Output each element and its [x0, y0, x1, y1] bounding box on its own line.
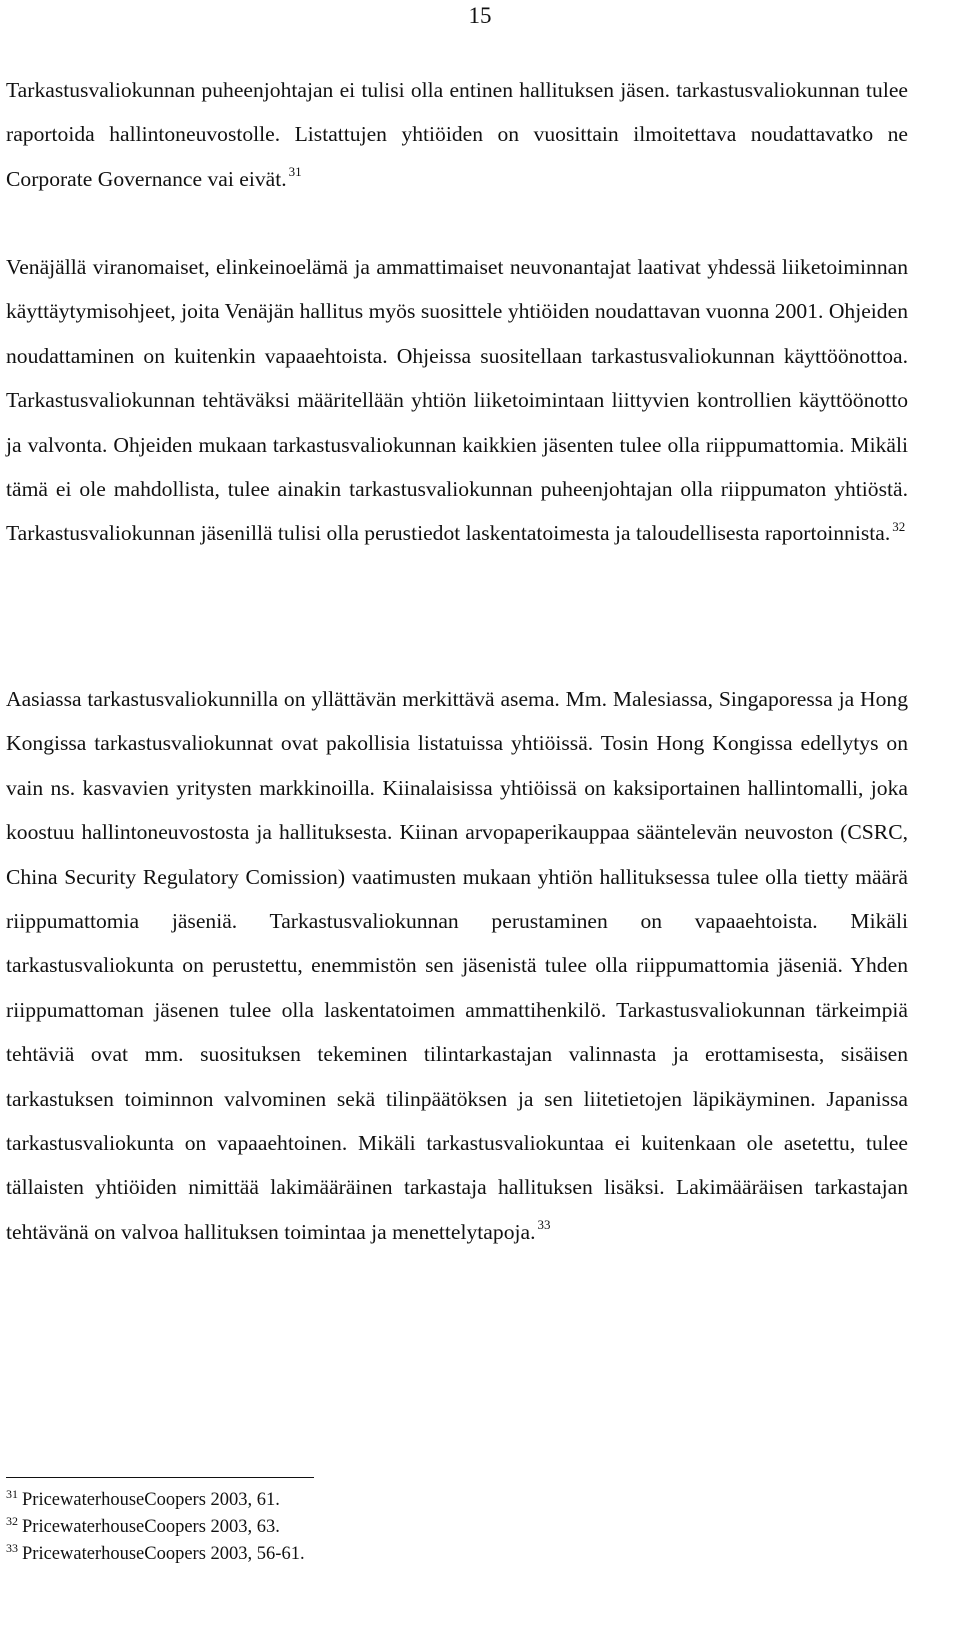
- footnote-text: PricewaterhouseCoopers 2003, 61.: [22, 1490, 280, 1510]
- footnote-separator: [6, 1477, 314, 1478]
- footnote-number: 31: [6, 1486, 18, 1501]
- footnote-text: PricewaterhouseCoopers 2003, 56-61.: [22, 1544, 305, 1564]
- paragraph-asia: [6, 677, 908, 1254]
- footnote: [6, 1514, 706, 1541]
- paragraph-text: Venäjällä viranomaiset, elinkeinoelämä ja ammattimaiset neuvonantajat laativat yhdessä liiketoiminnan käyttäytymisohjeet, joita Venäjän hallitus myös suosittele yhtiöiden noudattavan vuonna 2001. Ohjeiden noudattaminen on kuitenkin vapaaehtoista. Ohjeissa suositellaan tarkastusvaliokunnan käyttöönottoa. Tarkastusvaliokunnan tehtäväksi määritellään yhtiön liiketoimintaan liittyvien kontrollien käyttöönotto ja valvonta. Ohjeiden mukaan tarkastusvaliokunnan kaikkien jäsenten tulee olla riippumattomia. Mikäli tämä ei ole mahdollista, tulee ainakin tarkastusvaliokunnan puheenjohtajan olla riippumaton yhtiöstä. Tarkastusvaliokunnan jäsenillä tulisi olla perustiedot laskentatoimesta ja taloudellisesta raportoinnista.: [6, 255, 908, 546]
- paragraph-text: Tarkastusvaliokunnan puheenjohtajan ei tulisi olla entinen hallituksen jäsen. tarkastusvaliokunnan tulee raportoida hallintoneuvostolle. Listattujen yhtiöiden on vuosittain ilmoitettava noudattavatko ne Corporate Governance vai eivät.: [6, 78, 908, 191]
- footnote: [6, 1541, 706, 1568]
- paragraph-audit-committee-chair: [6, 68, 908, 201]
- footnote: [6, 1487, 706, 1514]
- footnote-reference: 32: [892, 518, 906, 534]
- footnote-text: PricewaterhouseCoopers 2003, 63.: [22, 1517, 280, 1537]
- footnote-reference: 33: [537, 1217, 551, 1233]
- paragraph-russia: [6, 245, 908, 556]
- page-number: 15: [468, 3, 492, 28]
- paragraph-text: Aasiassa tarkastusvaliokunnilla on yllättävän merkittävä asema. Mm. Malesiassa, Singaporessa ja Hong Kongissa tarkastusvaliokunnat ovat pakollisia listatuissa yhtiöissä. Tosin Hong Kongissa edellytys on vain ns. kasvavien yritysten markkinoilla. Kiinalaisissa yhtiöissä on kaksiportainen hallintomalli, joka koostuu hallintoneuvostosta ja hallituksesta. Kiinan arvopaperikauppaa sääntelevän neuvoston (CSRC, China Security Regulatory Comission) vaatimusten mukaan yhtiön hallituksessa tulee olla tietty määrä riippumattomia jäseniä. Tarkastusvaliokunnan perustaminen on vapaaehtoista. Mikäli tarkastusvaliokunta on perustettu, enemmistön sen jäsenistä tulee olla riippumattomia jäseniä. Yhden riippumattoman jäsenen tulee olla laskentatoimen ammattihenkilö. Tarkastusvaliokunnan tärkeimpiä tehtäviä ovat mm. suosituksen tekeminen tilintarkastajan valinnasta ja erottamisesta, sisäisen tarkastuksen toiminnon valvominen sekä tilinpäätöksen ja sen liitetietojen läpikäyminen. Japanissa tarkastusvaliokunta on vapaaehtoinen. Mikäli tarkastusvaliokuntaa ei kuitenkaan ole asetettu, tulee tällaisten yhtiöiden nimittää lakimääräinen tarkastaja hallituksen lisäksi. Lakimääräisen tarkastajan tehtävänä on valvoa hallituksen toimintaa ja menettelytapoja.: [6, 687, 908, 1244]
- footnote-reference: 31: [288, 164, 302, 180]
- footnote-number: 32: [6, 1513, 18, 1528]
- footnotes-section: [6, 1487, 706, 1568]
- footnote-number: 33: [6, 1540, 18, 1555]
